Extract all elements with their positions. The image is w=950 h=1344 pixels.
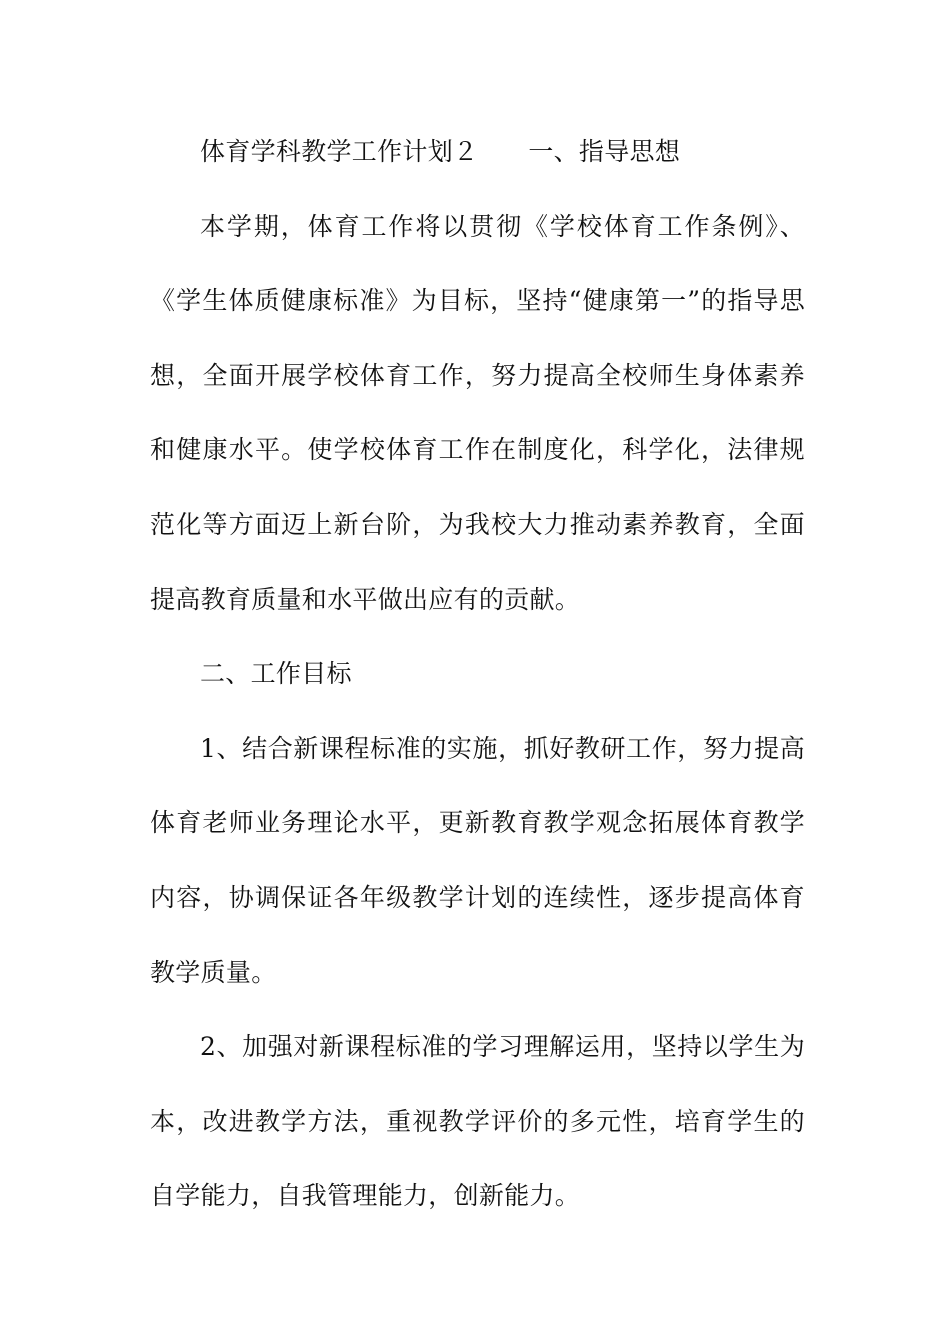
goal-item-2: 2、加强对新课程标准的学习理解运用，坚持以学生为本，改进教学方法，重视教学评价的多元性，培育学生的自学能力，自我管理能力，创新能力。 bbox=[150, 1032, 805, 1211]
paragraph-guiding-thought: 本学期，体育工作将以贯彻《学校体育工作条例》、《学生体质健康标准》为目标，坚持“健康第一”的指导思想，全面开展学校体育工作，努力提高全校师生身体素养和健康水平。使学校体育工作在制度化，科学化，法律规范化等方面迈上新台阶，为我校大力推动素养教育，全面提高教育质量和水平做出应有的贡献。 bbox=[150, 211, 805, 614]
section1-heading: 一、指导思想 bbox=[528, 137, 681, 166]
goal-item-1: 1、结合新课程标准的实施，抓好教研工作，努力提高体育老师业务理论水平，更新教育教学观念拓展体育教学内容，协调保证各年级教学计划的连续性，逐步提高体育教学质量。 bbox=[150, 733, 805, 987]
section2-heading: 二、工作目标 bbox=[200, 659, 352, 689]
document-page bbox=[150, 115, 805, 1234]
title-line bbox=[150, 115, 805, 190]
document-title: 体育学科教学工作计划２ bbox=[200, 137, 479, 166]
